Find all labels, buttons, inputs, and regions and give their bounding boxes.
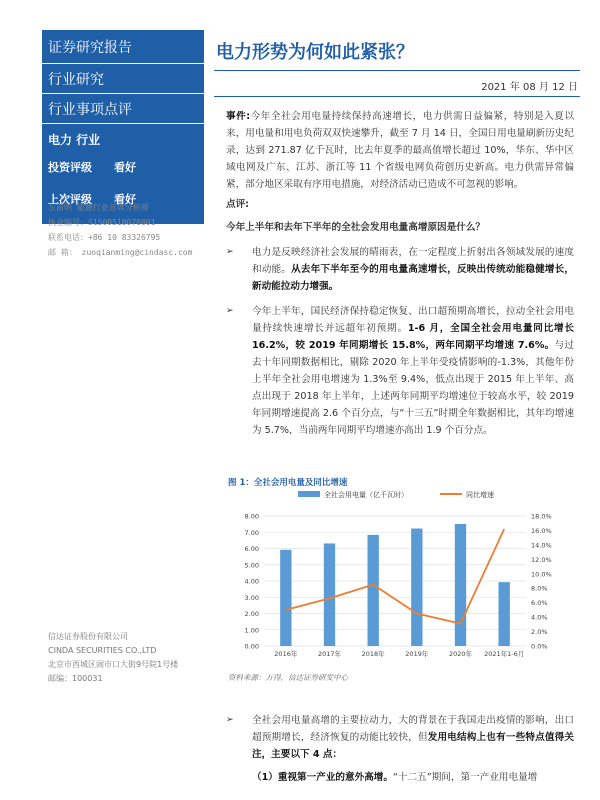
right-tick-label: 4.0%	[531, 613, 548, 622]
analyst-license: 执业编号：S1500518070001	[48, 218, 156, 227]
bullet1-bold: 从去年下半年至今的用电量高速增长，反映出传统动能稳健增长，新动能拉动力增强。	[252, 264, 575, 292]
event-text: 今年全社会用电量持续保持高速增长，电力供需日益偏紧，特别是入夏以来，用电量和用电负荷双双快速攀升，截至 7 月 14 日，全国日用电量刷新历史纪录，达到 271.87 亿千瓦时，比去年夏季的最高值增长超过 10%，华东、华中区域电网及广东、江苏、浙江等 11 个省级电网负荷创历史新高。电力供需异常偏紧，部分地区采取有序用电措施，对经济活动已造成不可忽视的影响。	[226, 111, 575, 190]
figure-title: 图 1：全社会用电量及同比增速	[228, 478, 348, 488]
bullet-item	[226, 244, 574, 295]
bullet2-pre: 今年上半年，国民经济保持稳定恢复、出口超预期高增长，拉动全社会用电量持续快速增长并远超年初预期。	[252, 306, 574, 334]
left-tick-label: 4.00	[244, 577, 259, 586]
legend-line-label: 同比增速	[466, 491, 494, 499]
rating-label: 投资评级	[48, 161, 92, 174]
company-name: 信达证券股份有限公司	[48, 632, 128, 641]
figure-source: 资料来源：万得，信达证券研发中心	[228, 673, 348, 682]
prev-rating-value: 看好	[114, 193, 136, 206]
electricity-chart	[226, 486, 574, 666]
right-tick-label: 2.0%	[531, 628, 548, 637]
rating-value: 看好	[114, 161, 136, 174]
point1-bold: （1）重视第一产业的意外高增。	[252, 772, 393, 783]
comment-label: 点评:	[226, 199, 250, 210]
event-paragraph	[226, 108, 574, 193]
right-tick-label: 12.0%	[531, 555, 552, 564]
bullet3-pre: 全社会用电量高增的主要拉动力，大的背景在于我国走出疫情的影响，出口超预期增长，经济恢复的动能比较快，但	[252, 715, 574, 743]
right-tick-label: 8.0%	[531, 584, 548, 593]
question-heading: 今年上半年和去年下半年的全社会发用电量高增原因是什么？	[226, 222, 486, 233]
company-info	[48, 630, 198, 686]
x-tick-label: 2018年	[361, 650, 385, 658]
left-tick-label: 0.00	[244, 642, 259, 651]
company-address: 北京市西城区闹市口大街9号院1号楼	[48, 660, 179, 669]
point1-text: “十二五”期间，第一产业用电量增	[393, 772, 538, 783]
arrow-bullet-icon: ➢	[226, 715, 234, 725]
x-tick-label: 2020年	[448, 650, 473, 658]
left-tick-label: 5.00	[244, 561, 259, 570]
growth-line	[286, 529, 504, 624]
subcategory-label: 行业事项点评	[42, 94, 204, 123]
left-tick-label: 2.00	[244, 610, 259, 618]
prev-rating-label: 上次评级	[48, 193, 92, 206]
analyst-name: 左前明 能源行业首席分析师	[48, 203, 149, 212]
bar	[411, 529, 422, 646]
right-tick-label: 16.0%	[531, 526, 552, 535]
bullet2-bold: 1-6 月，全国全社会用电量同比增长 16.2%，较 2019 年同期增长 15.8%，两年同期平均增速 7.6%。	[252, 323, 574, 351]
main-content	[226, 108, 574, 439]
bullet1-text: 电力是反映经济社会发展的晴雨表，在一定程度上折射出各领域发展的速度和动能。	[252, 247, 574, 275]
left-tick-label: 3.00	[244, 593, 259, 602]
bar	[498, 582, 509, 646]
report-type-label: 证券研究报告	[42, 30, 204, 63]
bullet-item	[226, 712, 574, 763]
rating-row	[48, 151, 204, 183]
x-tick-label: 2021年1-6月	[484, 650, 525, 658]
company-name-en: CINDA SECURITIES CO.,LTD	[48, 646, 157, 655]
bar	[324, 543, 335, 646]
left-tick-label: 6.00	[244, 545, 259, 553]
right-tick-label: 18.0%	[531, 512, 552, 521]
bullet-item	[226, 303, 574, 439]
legend-bar-label: 全社会用电量（亿千瓦时）	[324, 491, 408, 499]
left-tick-label: 7.00	[244, 528, 259, 537]
arrow-bullet-icon: ➢	[226, 247, 234, 257]
report-date: 2021 年 08 月 12 日	[481, 82, 578, 93]
analyst-info	[48, 200, 198, 260]
header-divider	[214, 70, 580, 71]
bullet3-bold: 发用电结构上也有一些特点值得关注，主要以下 4 点：	[252, 732, 575, 760]
point-1	[226, 769, 574, 786]
x-tick-label: 2016年	[274, 650, 298, 658]
right-tick-label: 0.0%	[531, 642, 548, 651]
sidebar	[0, 30, 204, 800]
category-label: 行业研究	[42, 64, 204, 93]
company-postcode: 邮编：100031	[48, 674, 103, 683]
bar	[455, 524, 466, 646]
right-tick-label: 14.0%	[531, 541, 552, 550]
lower-content	[226, 712, 574, 786]
right-tick-label: 6.0%	[531, 599, 548, 608]
x-tick-label: 2019年	[405, 650, 429, 658]
analyst-phone: 联系电话：+86 10 83326795	[48, 233, 161, 242]
bullet2-post: 与过去十年同期数据相比，剔除 2020 年上半年受疫情影响的-1.3%，其他年份上半年全社会用电增速为 1.3%至 9.4%，低点出现于 2015 年上半年、高点出现于 2018 年上半年，上述两年同期平均增速位于较高水平，较 2019 年同期增速提高 2.6 个百分点，与“十三五”时期全年数据相比，其年均增速为 5.7%，当前两年同期平均增速亦高出 1.9 个百分点。	[252, 340, 574, 436]
x-tick-label: 2017年	[317, 650, 342, 658]
legend-bar-swatch	[298, 491, 320, 497]
analyst-email: 邮 箱： zuoqianming@cindasc.com	[48, 248, 193, 257]
page-title: 电力形势为何如此紧张？	[216, 42, 414, 63]
event-label: 事件:	[226, 111, 251, 122]
industry-label: 电力 行业	[48, 133, 101, 147]
date-divider	[214, 96, 580, 97]
left-tick-label: 1.00	[244, 626, 259, 635]
arrow-bullet-icon: ➢	[226, 306, 234, 316]
bar	[280, 550, 291, 646]
bar	[367, 535, 378, 646]
left-tick-label: 8.00	[244, 512, 259, 521]
right-tick-label: 10.0%	[531, 570, 552, 579]
